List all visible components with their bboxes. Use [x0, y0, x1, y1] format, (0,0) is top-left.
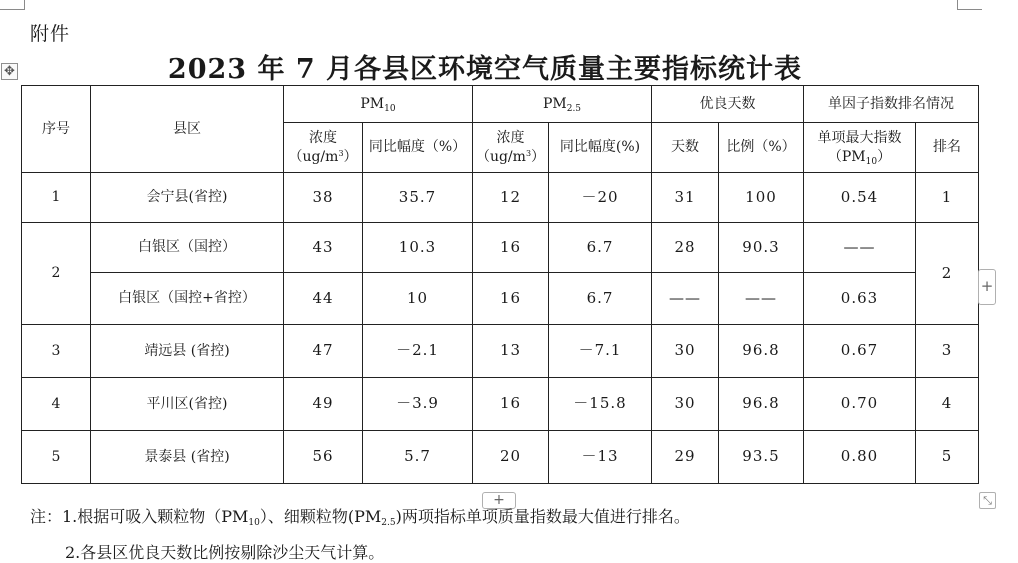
cell-seq: 5 — [22, 431, 91, 484]
header-max-index: 单项最大指数 $(PM_{10})$ — [804, 123, 916, 173]
header-pm10-concentration: 浓度 $(ug/m^3)$ — [284, 123, 363, 173]
cell-pm10-yoy: 10.3 — [363, 223, 473, 273]
cell-pm25: 13 — [473, 325, 549, 378]
page-corner-mark-left — [0, 0, 25, 10]
header-pm10: $PM_{10}$ — [284, 86, 473, 123]
footnote-1: 注：1.根据可吸入颗粒物$(PM_{10})$、细颗粒物$(PM_{2.5})$两项指标单项质量指数最大值进行排名。 — [30, 507, 690, 528]
cell-pm10: 43 — [284, 223, 363, 273]
page-corner-mark-right — [957, 0, 982, 10]
cell-days: 31 — [652, 173, 719, 223]
cell-pm25-yoy: －7.1 — [549, 325, 652, 378]
header-rank: 排名 — [916, 123, 979, 173]
cell-pm10-yoy: －3.9 — [363, 378, 473, 431]
cell-rank: 5 — [916, 431, 979, 484]
cell-ratio: 96.8 — [719, 325, 804, 378]
header-row-1 — [22, 86, 979, 123]
cell-days: 28 — [652, 223, 719, 273]
header-pm25: $PM_{2.5}$ — [473, 86, 652, 123]
cell-county: 白银区（国控+省控） — [91, 273, 284, 325]
cell-pm10-yoy: 35.7 — [363, 173, 473, 223]
header-pm25-concentration: 浓度 $(ug/m^3)$ — [473, 123, 549, 173]
cell-ratio: 96.8 — [719, 378, 804, 431]
cell-days: 30 — [652, 325, 719, 378]
cell-rank: 2 — [916, 223, 979, 325]
cell-pm25: 16 — [473, 273, 549, 325]
cell-pm10: 47 — [284, 325, 363, 378]
cell-days: —— — [652, 273, 719, 325]
table-row — [22, 173, 979, 223]
header-seq: 序号 — [22, 86, 91, 173]
cell-ratio: 93.5 — [719, 431, 804, 484]
table-row — [22, 223, 979, 273]
table-move-handle-icon[interactable]: ✥ — [1, 63, 18, 80]
table-row — [22, 431, 979, 484]
cell-pm25: 16 — [473, 378, 549, 431]
cell-pm10: 44 — [284, 273, 363, 325]
cell-county: 白银区（国控） — [91, 223, 284, 273]
document-title: 2023 年 7 月各县区环境空气质量主要指标统计表 — [167, 54, 803, 85]
cell-ratio: —— — [719, 273, 804, 325]
cell-pm25-yoy: －13 — [549, 431, 652, 484]
header-good-days: 优良天数 — [652, 86, 804, 123]
cell-rank: 1 — [916, 173, 979, 223]
cell-pm25-yoy: 6.7 — [549, 223, 652, 273]
cell-days: 29 — [652, 431, 719, 484]
cell-max-index: 0.54 — [804, 173, 916, 223]
cell-pm10-yoy: 5.7 — [363, 431, 473, 484]
table-row — [22, 325, 979, 378]
cell-max-index: 0.70 — [804, 378, 916, 431]
cell-pm25: 12 — [473, 173, 549, 223]
header-ratio: 比例（%） — [719, 123, 804, 173]
cell-max-index: 0.67 — [804, 325, 916, 378]
add-row-icon[interactable]: + — [482, 492, 516, 509]
cell-pm25: 20 — [473, 431, 549, 484]
cell-county: 平川区(省控) — [91, 378, 284, 431]
table-resize-icon[interactable]: ⤡ — [979, 492, 996, 509]
cell-pm25-yoy: 6.7 — [549, 273, 652, 325]
cell-pm10: 49 — [284, 378, 363, 431]
cell-pm10: 38 — [284, 173, 363, 223]
cell-seq: 2 — [22, 223, 91, 325]
header-county: 县区 — [91, 86, 284, 173]
cell-ratio: 90.3 — [719, 223, 804, 273]
cell-ratio: 100 — [719, 173, 804, 223]
air-quality-table — [21, 85, 979, 484]
header-days: 天数 — [652, 123, 719, 173]
cell-county: 会宁县(省控) — [91, 173, 284, 223]
table-row — [22, 273, 979, 325]
header-single-factor: 单因子指数排名情况 — [804, 86, 979, 123]
cell-pm25: 16 — [473, 223, 549, 273]
cell-seq: 1 — [22, 173, 91, 223]
cell-pm10-yoy: －2.1 — [363, 325, 473, 378]
add-column-icon[interactable]: + — [978, 269, 996, 305]
cell-rank: 4 — [916, 378, 979, 431]
cell-pm10-yoy: 10 — [363, 273, 473, 325]
cell-seq: 3 — [22, 325, 91, 378]
cell-seq: 4 — [22, 378, 91, 431]
cell-max-index: 0.63 — [804, 273, 916, 325]
header-pm25-yoy: 同比幅度(%) — [549, 123, 652, 173]
cell-county: 景泰县 (省控) — [91, 431, 284, 484]
attachment-label: 附件 — [30, 23, 71, 45]
cell-max-index: —— — [804, 223, 916, 273]
cell-county: 靖远县 (省控) — [91, 325, 284, 378]
table-row — [22, 378, 979, 431]
cell-max-index: 0.80 — [804, 431, 916, 484]
header-pm10-yoy: 同比幅度（%） — [363, 123, 473, 173]
footnote-2: 2.各县区优良天数比例按剔除沙尘天气计算。 — [65, 543, 385, 562]
cell-pm25-yoy: －20 — [549, 173, 652, 223]
cell-pm25-yoy: －15.8 — [549, 378, 652, 431]
cell-days: 30 — [652, 378, 719, 431]
cell-rank: 3 — [916, 325, 979, 378]
cell-pm10: 56 — [284, 431, 363, 484]
